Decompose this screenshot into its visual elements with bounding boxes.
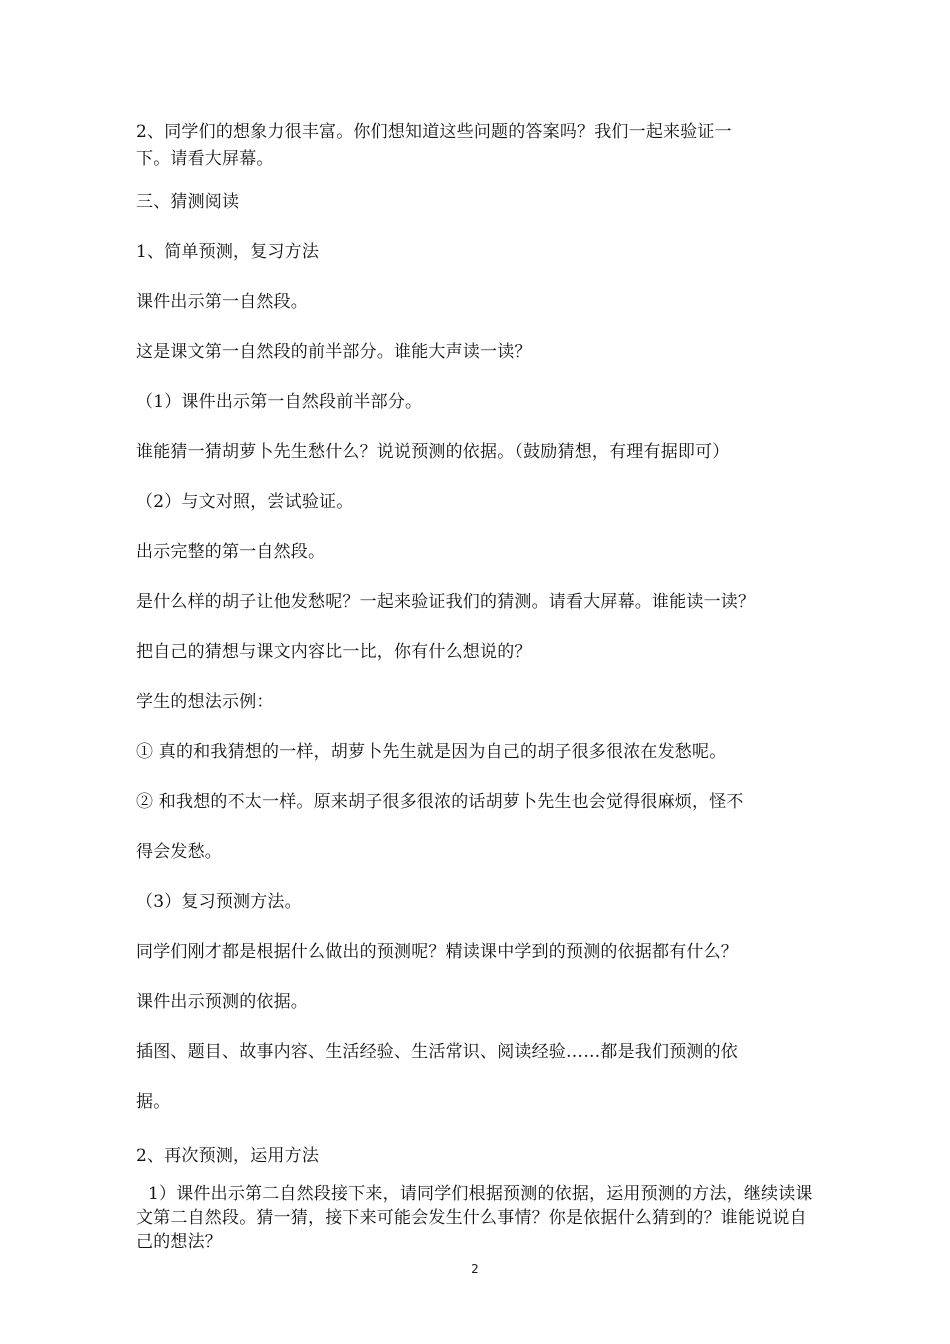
text-line: 课件出示预测的依据。	[136, 992, 308, 1012]
text-line: 谁能猜一猜胡萝卜先生愁什么？说说预测的依据。（鼓励猜想，有理有据即可）	[136, 442, 730, 462]
list-item: ② 和我想的不太一样。原来胡子很多很浓的话胡萝卜先生也会觉得很麻烦，怪不	[136, 792, 744, 812]
text-line: 把自己的猜想与课文内容比一比，你有什么想说的？	[136, 642, 532, 662]
text-line: 这是课文第一自然段的前半部分。谁能大声读一读？	[136, 342, 532, 362]
text-line: 同学们刚才都是根据什么做出的预测呢？精读课中学到的预测的依据都有什么？	[136, 942, 738, 962]
text-line: 学生的想法示例：	[136, 692, 274, 712]
text-line: 课件出示第一自然段。	[136, 292, 308, 312]
final-paragraph: 1）课件出示第二自然段接下来，请同学们根据预测的依据，运用预测的方法，继续读课文第二自然段。猜一猜，接下来可能会发生什么事情？你是依据什么猜到的？谁能说说自己的想法？	[136, 1184, 813, 1252]
text-line: （2）与文对照，尝试验证。	[136, 492, 354, 512]
section-heading: 三、猜测阅读	[136, 192, 240, 212]
text-line: 插图、题目、故事内容、生活经验、生活常识、阅读经验……都是我们预测的依	[136, 1042, 738, 1062]
text-line: 是什么样的胡子让他发愁呢？一起来验证我们的猜测。请看大屏幕。谁能读一读？	[136, 592, 756, 612]
text-line: 2、同学们的想象力很丰富。你们想知道这些问题的答案吗？我们一起来验证一	[136, 122, 732, 142]
subsection-heading: 1、简单预测，复习方法	[136, 242, 320, 262]
text-line: 据。	[136, 1092, 171, 1112]
page-number: 2	[471, 1262, 479, 1276]
text-line: 得会发愁。	[136, 842, 222, 862]
subsection-heading: 2、再次预测，运用方法	[136, 1146, 320, 1166]
list-item: ① 真的和我猜想的一样，胡萝卜先生就是因为自己的胡子很多很浓在发愁呢。	[136, 742, 727, 762]
text-line: （1）课件出示第一自然段前半部分。	[136, 392, 423, 412]
text-line: 出示完整的第一自然段。	[136, 542, 326, 562]
text-line: （3）复习预测方法。	[136, 892, 302, 912]
text-line: 下。请看大屏幕。	[136, 149, 274, 169]
